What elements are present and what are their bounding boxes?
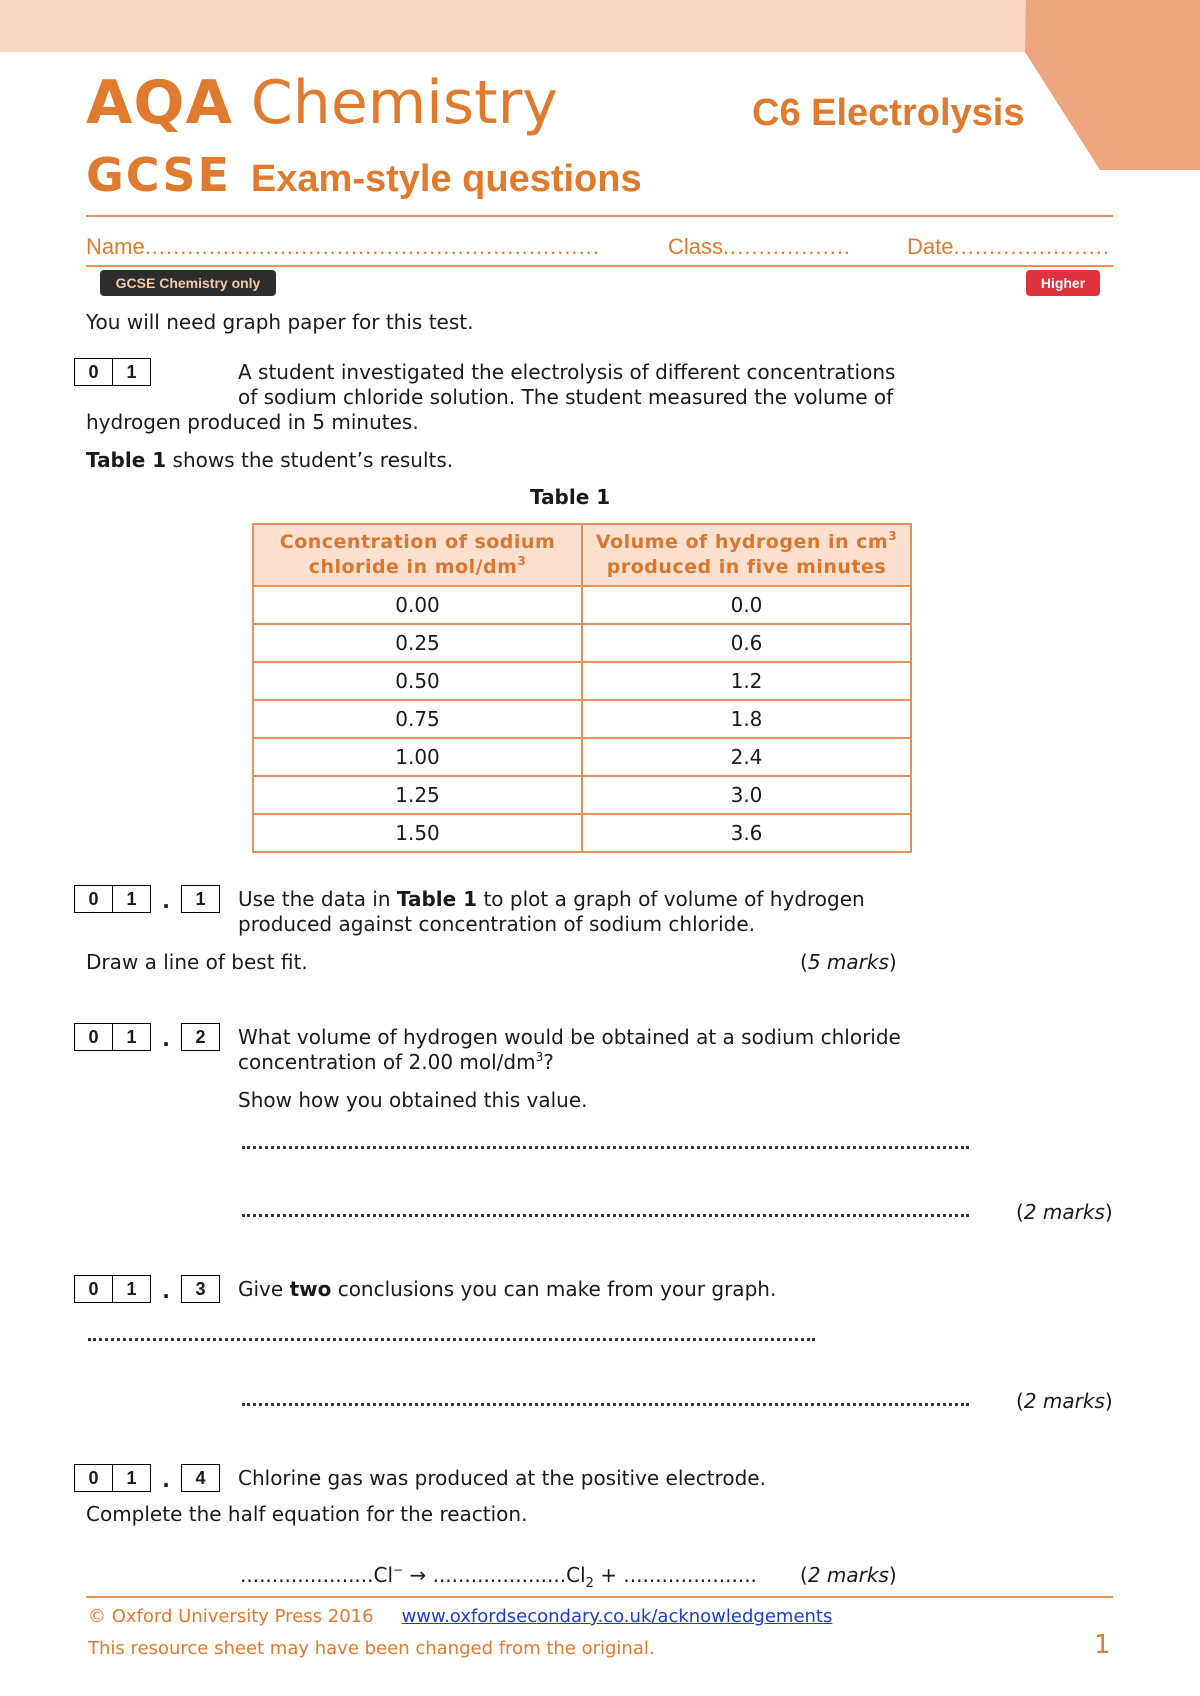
equation-blank[interactable]: ..................... (240, 1563, 374, 1587)
qnum-dot: . (162, 1027, 170, 1051)
marks-text: 2 marks (1023, 1389, 1105, 1413)
table-cell: 1.00 (253, 738, 582, 776)
col1-line1: Concentration of sodium (279, 531, 556, 553)
name-label: Name (86, 234, 145, 259)
q012-line2-post: ? (543, 1050, 554, 1074)
col2-sup: 3 (888, 529, 898, 543)
qnum-digit: 0 (74, 885, 113, 913)
table-cell: 0.6 (582, 624, 911, 662)
question-number-01 (74, 358, 151, 386)
paren-open: ( (1016, 1200, 1024, 1224)
brand-subtitle-row (86, 148, 642, 202)
q011-marks (800, 950, 897, 974)
q011-post: to plot a graph of volume of hydrogen (477, 887, 865, 911)
qnum-digit: 3 (181, 1275, 220, 1303)
answer-line[interactable] (242, 1146, 969, 1149)
brand-gcse: GCSE (86, 148, 231, 202)
date-dots: ...................... (953, 234, 1110, 259)
q01-line1: A student investigated the electrolysis of different concentrations (238, 360, 896, 384)
q014-line2: Complete the half equation for the reaction. (86, 1502, 528, 1526)
table-cell: 1.50 (253, 814, 582, 852)
qnum-digit: 1 (113, 358, 151, 386)
table-reference (86, 448, 453, 472)
charge-sup: − (393, 1563, 404, 1577)
class-label: Class (668, 234, 724, 259)
q011-line2: produced against concentration of sodium chloride. (238, 912, 756, 936)
qnum-dot: . (162, 1468, 170, 1492)
answer-line[interactable] (88, 1338, 815, 1341)
question-number-01-3 (74, 1275, 220, 1303)
qnum-digit: 1 (113, 1023, 151, 1051)
brand-title (86, 68, 558, 138)
qnum-digit: 1 (113, 885, 151, 913)
col2-line2: produced in five minutes (606, 556, 887, 578)
qnum-digit: 1 (113, 1464, 151, 1492)
intro-text: You will need graph paper for this test. (86, 310, 474, 334)
answer-line[interactable] (242, 1214, 969, 1217)
table-cell: 3.0 (582, 776, 911, 814)
marks-text: 2 marks (1023, 1200, 1105, 1224)
table-cell: 0.00 (253, 586, 582, 624)
chlorine-symbol: Cl (566, 1563, 586, 1587)
table-row (253, 776, 911, 814)
table-row (253, 700, 911, 738)
marks-text: 2 marks (807, 1563, 889, 1587)
table-ref-rest: shows the student’s results. (166, 448, 454, 472)
name-field[interactable] (86, 234, 600, 260)
qnum-digit: 1 (113, 1275, 151, 1303)
q013-line1 (238, 1277, 776, 1301)
brand-subject: Chemistry (250, 68, 558, 138)
table-cell: 0.25 (253, 624, 582, 662)
q012-line2-pre: concentration of 2.00 mol/dm (238, 1050, 536, 1074)
paren-close: ) (888, 1563, 897, 1587)
table-cell: 0.75 (253, 700, 582, 738)
q011-line1 (238, 887, 865, 911)
copyright-text: © Oxford University Press 2016 (88, 1606, 374, 1627)
table-ref-bold: Table 1 (86, 448, 167, 472)
q01-line3: hydrogen produced in 5 minutes. (86, 410, 419, 434)
q014-marks (800, 1563, 897, 1587)
date-field[interactable] (907, 234, 1110, 260)
topic-title: C6 Electrolysis (752, 92, 1025, 134)
badge-higher: Higher (1026, 270, 1100, 296)
q013-post: conclusions you can make from your graph. (331, 1277, 777, 1301)
half-equation[interactable] (240, 1563, 757, 1591)
q011-pre: Use the data in (238, 887, 397, 911)
paren-close: ) (1104, 1389, 1113, 1413)
plus: + (593, 1563, 624, 1587)
header-rule (86, 215, 1113, 217)
qnum-digit: 4 (181, 1464, 220, 1492)
results-table (252, 523, 912, 853)
q013-marks (1016, 1389, 1113, 1413)
chloride-symbol: Cl (373, 1563, 394, 1587)
table-cell: 1.2 (582, 662, 911, 700)
date-label: Date (907, 234, 954, 259)
table-cell: 2.4 (582, 738, 911, 776)
qnum-digit: 1 (181, 885, 220, 913)
arrow: → (403, 1563, 433, 1587)
q012-line1: What volume of hydrogen would be obtained at a sodium chloride (238, 1025, 901, 1049)
name-dots: ................................................................ (144, 234, 600, 259)
acknowledgements-link[interactable]: www.oxfordsecondary.co.uk/acknowledgements (401, 1606, 833, 1627)
page-number: 1 (1094, 1630, 1111, 1660)
brand-subtitle: Exam-style questions (250, 158, 642, 200)
qnum-dot: . (162, 1279, 170, 1303)
col-header-concentration (253, 524, 582, 586)
table-row (253, 624, 911, 662)
q013-pre: Give (238, 1277, 290, 1301)
col2-line1: Volume of hydrogen in cm (595, 531, 889, 553)
brand-aqa: AQA (86, 68, 233, 138)
table-row (253, 814, 911, 852)
table-row (253, 662, 911, 700)
q01-line2: of sodium chloride solution. The student measured the volume of (238, 385, 894, 409)
qnum-digit: 0 (74, 1023, 113, 1051)
table-row (253, 586, 911, 624)
equation-blank[interactable]: ..................... (432, 1563, 567, 1587)
qnum-digit: 0 (74, 1464, 113, 1492)
col1-sup: 3 (517, 554, 527, 568)
col-header-volume (582, 524, 911, 586)
col1-line2: chloride in mol/dm (308, 556, 518, 578)
paren-open: ( (800, 1563, 808, 1587)
table-row (253, 738, 911, 776)
table-cell: 1.8 (582, 700, 911, 738)
qnum-digit: 2 (181, 1023, 220, 1051)
question-number-01-1 (74, 885, 220, 913)
footer-note: This resource sheet may have been changed from the original. (88, 1638, 655, 1659)
qnum-digit: 0 (74, 1275, 113, 1303)
q012-line3: Show how you obtained this value. (238, 1088, 588, 1112)
q013-bold: two (289, 1277, 332, 1301)
footer-copyright-row (88, 1606, 832, 1627)
q011-line3: Draw a line of best fit. (86, 950, 308, 974)
table-cell: 3.6 (582, 814, 911, 852)
qnum-digit: 0 (74, 358, 113, 386)
footer-rule (86, 1596, 1113, 1598)
q012-marks (1016, 1200, 1113, 1224)
q014-line1: Chlorine gas was produced at the positive electrode. (238, 1466, 766, 1490)
paren-open: ( (800, 950, 808, 974)
table-cell: 1.25 (253, 776, 582, 814)
paren-close: ) (1104, 1200, 1113, 1224)
table-cell: 0.50 (253, 662, 582, 700)
table-cell: 0.0 (582, 586, 911, 624)
q012-line2 (238, 1050, 554, 1074)
marks-text: 5 marks (807, 950, 889, 974)
paren-close: ) (888, 950, 897, 974)
class-dots: .................. (723, 234, 852, 259)
qnum-dot: . (162, 889, 170, 913)
badge-gcse-chemistry-only: GCSE Chemistry only (100, 270, 276, 296)
class-field[interactable] (668, 234, 851, 260)
paren-open: ( (1016, 1389, 1024, 1413)
question-number-01-4 (74, 1464, 220, 1492)
table-caption: Table 1 (530, 485, 611, 509)
subscript: 2 (585, 1576, 594, 1591)
question-number-01-2 (74, 1023, 220, 1051)
table-header-row (253, 524, 911, 586)
fields-rule (86, 265, 1113, 267)
q011-bold: Table 1 (396, 887, 478, 911)
q012-sup: 3 (535, 1050, 544, 1064)
corner-decoration (1000, 0, 1200, 170)
equation-blank[interactable]: ..................... (623, 1563, 757, 1587)
answer-line[interactable] (242, 1403, 969, 1406)
